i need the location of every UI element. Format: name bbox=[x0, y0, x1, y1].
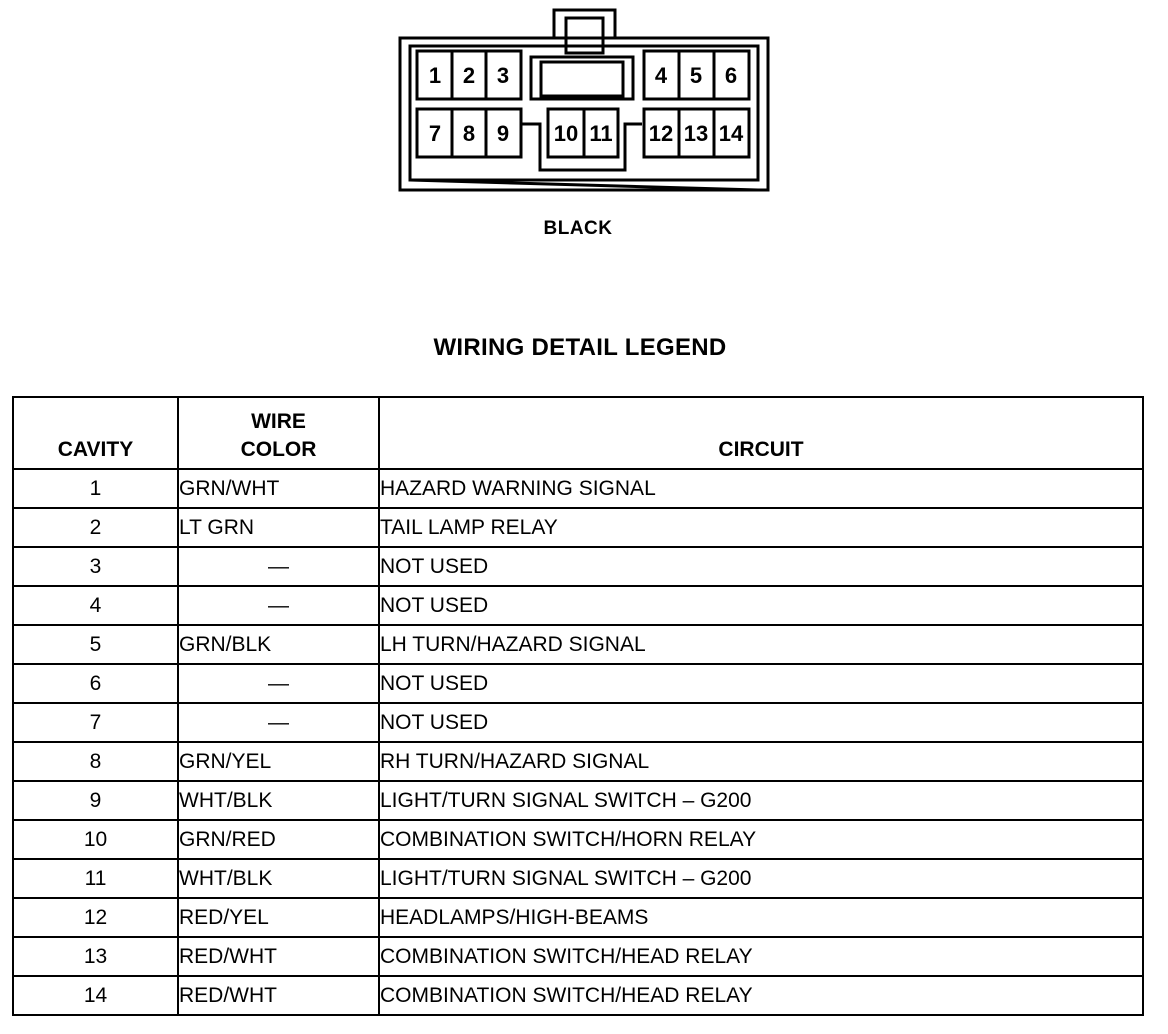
wiring-legend-table bbox=[12, 396, 1144, 1016]
table-row bbox=[13, 781, 1143, 820]
circuit-cell: HEADLAMPS/HIGH-BEAMS bbox=[379, 898, 1143, 937]
circuit-cell: NOT USED bbox=[379, 547, 1143, 586]
wire-color-cell: LT GRN bbox=[178, 508, 379, 547]
circuit-cell: COMBINATION SWITCH/HEAD RELAY bbox=[379, 976, 1143, 1015]
wire-color-cell: RED/WHT bbox=[178, 937, 379, 976]
pin-label: 10 bbox=[553, 121, 579, 146]
cavity-cell: 9 bbox=[13, 781, 178, 820]
cavity-cell: 8 bbox=[13, 742, 178, 781]
header-cavity: CAVITY bbox=[13, 397, 178, 469]
circuit-cell: COMBINATION SWITCH/HORN RELAY bbox=[379, 820, 1143, 859]
wire-color-cell: — bbox=[178, 703, 379, 742]
table-header-row bbox=[13, 397, 1143, 469]
cavity-cell: 6 bbox=[13, 664, 178, 703]
cavity-cell: 5 bbox=[13, 625, 178, 664]
cavity-cell: 1 bbox=[13, 469, 178, 508]
pin-label: 7 bbox=[428, 121, 442, 146]
wire-color-cell: — bbox=[178, 664, 379, 703]
cavity-cell: 4 bbox=[13, 586, 178, 625]
cavity-cell: 11 bbox=[13, 859, 178, 898]
wire-color-cell: GRN/BLK bbox=[178, 625, 379, 664]
wire-color-cell: RED/YEL bbox=[178, 898, 379, 937]
cavity-cell: 12 bbox=[13, 898, 178, 937]
wire-color-cell: WHT/BLK bbox=[178, 859, 379, 898]
table-row bbox=[13, 508, 1143, 547]
circuit-cell: LIGHT/TURN SIGNAL SWITCH – G200 bbox=[379, 859, 1143, 898]
pin-label: 8 bbox=[462, 121, 476, 146]
pin-label: 3 bbox=[496, 63, 510, 88]
circuit-cell: COMBINATION SWITCH/HEAD RELAY bbox=[379, 937, 1143, 976]
cavity-cell: 3 bbox=[13, 547, 178, 586]
connector-color-label: BLACK bbox=[543, 218, 613, 239]
circuit-cell: LH TURN/HAZARD SIGNAL bbox=[379, 625, 1143, 664]
circuit-cell: NOT USED bbox=[379, 664, 1143, 703]
table-row bbox=[13, 586, 1143, 625]
pin-label: 1 bbox=[428, 63, 442, 88]
table-row bbox=[13, 664, 1143, 703]
cavity-cell: 10 bbox=[13, 820, 178, 859]
table-row bbox=[13, 937, 1143, 976]
table-row bbox=[13, 547, 1143, 586]
table-row bbox=[13, 469, 1143, 508]
pin-label: 14 bbox=[718, 121, 744, 146]
table-row bbox=[13, 898, 1143, 937]
wire-color-cell: GRN/WHT bbox=[178, 469, 379, 508]
cavity-cell: 7 bbox=[13, 703, 178, 742]
legend-title: WIRING DETAIL LEGEND bbox=[433, 334, 727, 361]
cavity-cell: 2 bbox=[13, 508, 178, 547]
header-wire-color bbox=[178, 397, 379, 469]
header-wire-line1: WIRE bbox=[251, 410, 306, 433]
wire-color-cell: — bbox=[178, 547, 379, 586]
pin-label: 11 bbox=[589, 121, 613, 146]
wire-color-cell: GRN/YEL bbox=[178, 742, 379, 781]
table-row bbox=[13, 625, 1143, 664]
header-wire-line2: COLOR bbox=[240, 438, 317, 461]
table-row bbox=[13, 742, 1143, 781]
circuit-cell: HAZARD WARNING SIGNAL bbox=[379, 469, 1143, 508]
pin-label: 12 bbox=[648, 121, 674, 146]
wire-color-cell: RED/WHT bbox=[178, 976, 379, 1015]
table-row bbox=[13, 703, 1143, 742]
circuit-cell: NOT USED bbox=[379, 586, 1143, 625]
cavity-cell: 13 bbox=[13, 937, 178, 976]
legend-body bbox=[13, 469, 1143, 1015]
wire-color-cell: — bbox=[178, 586, 379, 625]
wire-color-cell: GRN/RED bbox=[178, 820, 379, 859]
circuit-cell: TAIL LAMP RELAY bbox=[379, 508, 1143, 547]
pin-label: 13 bbox=[683, 121, 709, 146]
pin-label: 5 bbox=[689, 63, 703, 88]
pin-label: 4 bbox=[654, 63, 668, 88]
wire-color-cell: WHT/BLK bbox=[178, 781, 379, 820]
pin-label: 2 bbox=[462, 63, 476, 88]
table-row bbox=[13, 859, 1143, 898]
circuit-cell: RH TURN/HAZARD SIGNAL bbox=[379, 742, 1143, 781]
header-circuit: CIRCUIT bbox=[379, 397, 1143, 469]
circuit-cell: LIGHT/TURN SIGNAL SWITCH – G200 bbox=[379, 781, 1143, 820]
table-row bbox=[13, 820, 1143, 859]
pin-label: 6 bbox=[724, 63, 738, 88]
circuit-cell: NOT USED bbox=[379, 703, 1143, 742]
pin-label: 9 bbox=[496, 121, 510, 146]
table-row bbox=[13, 976, 1143, 1015]
cavity-cell: 14 bbox=[13, 976, 178, 1015]
